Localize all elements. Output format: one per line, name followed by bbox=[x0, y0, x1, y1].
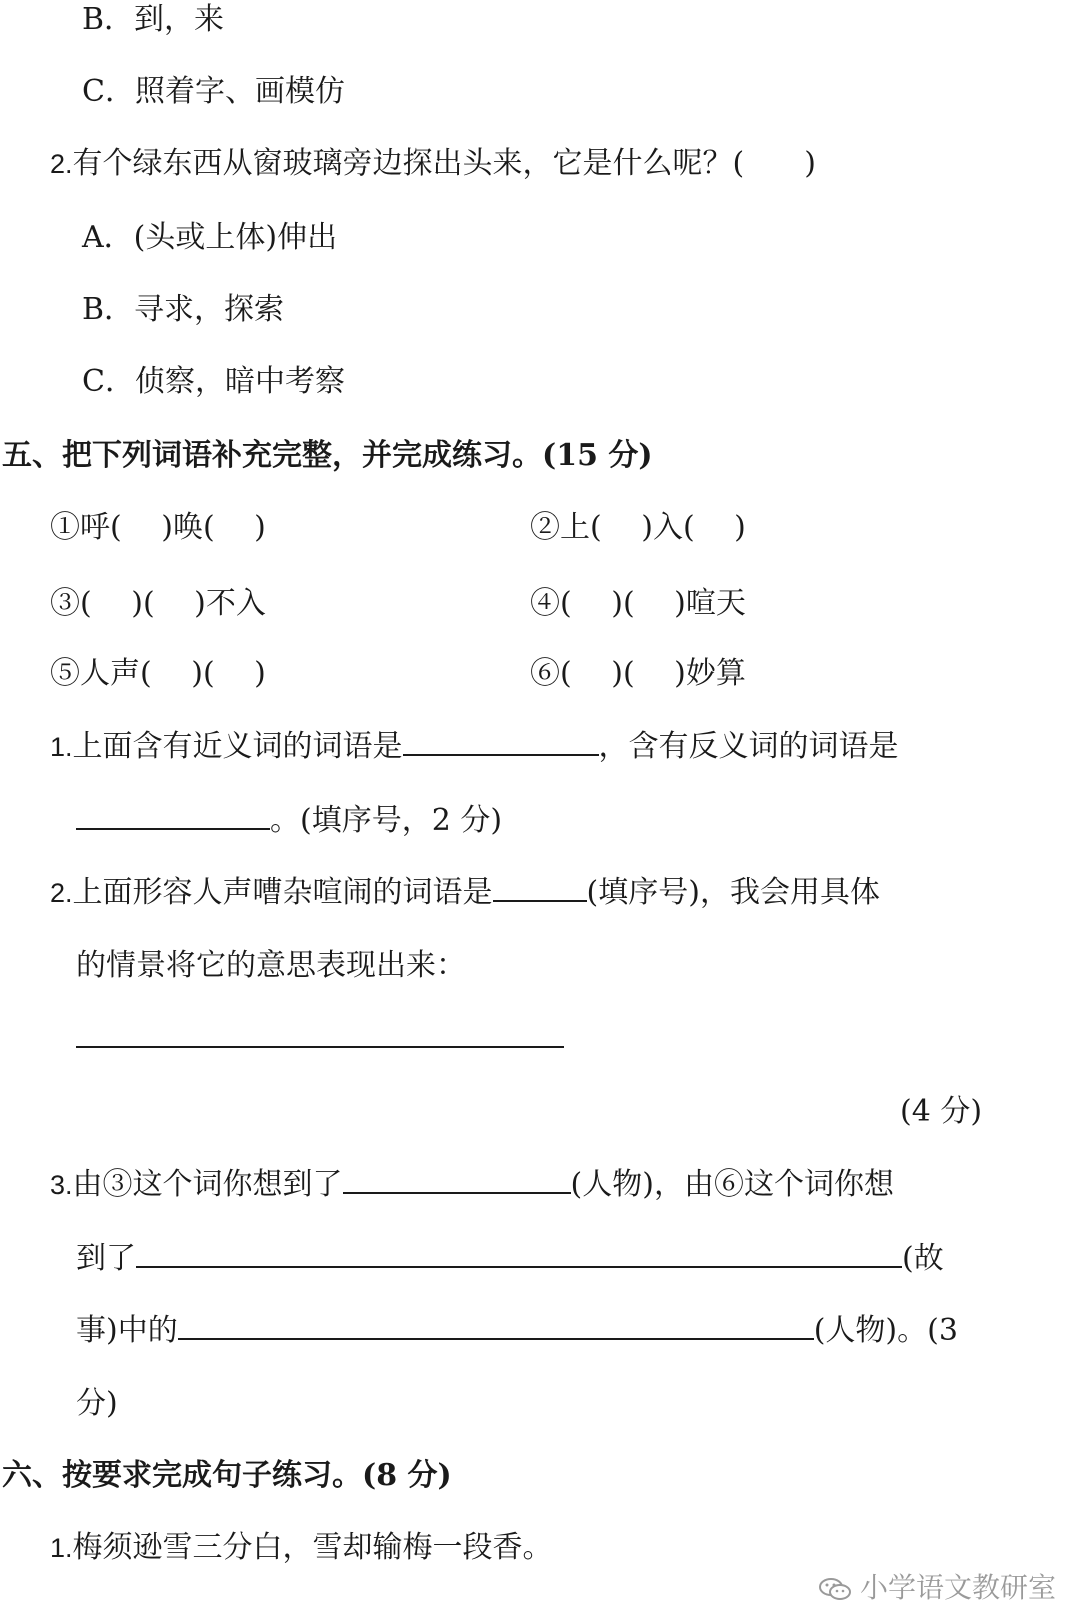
sub-question-2-cont: 的情景将它的意思表现出来： bbox=[76, 948, 466, 983]
wechat-icon bbox=[818, 1577, 852, 1601]
word-item-1: ①呼( )唤( ) bbox=[50, 510, 266, 545]
sub-question-3-cont3: 分) bbox=[76, 1386, 118, 1421]
watermark-text: 小学语文教研室 bbox=[859, 1571, 1056, 1604]
word-item-4: ④( )( )喧天 bbox=[530, 586, 746, 621]
sub-question-1: 1.梅须逊雪三分白，雪却输梅一段香。 bbox=[50, 1530, 553, 1565]
watermark bbox=[818, 1566, 1056, 1606]
sub-question-1: 1.上面含有近义词的词语是 ，含有反义词的词语是 bbox=[50, 726, 899, 767]
answer-blank[interactable] bbox=[343, 1164, 571, 1194]
answer-blank[interactable] bbox=[403, 726, 599, 756]
section-6-title: 六、按要求完成句子练习。(8 分) bbox=[2, 1458, 452, 1493]
option-c: C．照着字、画模仿 bbox=[82, 74, 345, 109]
question-2 bbox=[50, 144, 816, 184]
question-number: 2. bbox=[50, 878, 73, 908]
sub-question-1-cont: 。(填序号，2 分) bbox=[76, 800, 502, 841]
word-item-3: ③( )( )不入 bbox=[50, 586, 266, 621]
sub-question-3-cont: 到了 (故 bbox=[76, 1238, 944, 1279]
sub-question-3-cont2: 事)中的 (人物)。(3 bbox=[76, 1310, 958, 1351]
question-number: 1. bbox=[50, 1533, 73, 1563]
word-item-6: ⑥( )( )妙算 bbox=[530, 656, 746, 691]
answer-blank[interactable] bbox=[493, 872, 587, 902]
answer-blank[interactable] bbox=[136, 1238, 902, 1268]
option-b: B．到，来 bbox=[82, 2, 225, 37]
answer-line[interactable] bbox=[76, 1018, 564, 1059]
question-number: 3. bbox=[50, 1170, 73, 1200]
answer-blank[interactable] bbox=[178, 1310, 814, 1340]
option-b: B．寻求，探索 bbox=[82, 292, 285, 327]
sub-question-3: 3.由③这个词你想到了 (人物)，由⑥这个词你想 bbox=[50, 1164, 894, 1205]
sub-question-2: 2.上面形容人声嘈杂喧闹的词语是 (填序号)，我会用具体 bbox=[50, 872, 880, 913]
answer-blank[interactable] bbox=[76, 800, 270, 830]
word-item-5: ⑤人声( )( ) bbox=[50, 656, 266, 691]
option-c: C．侦察，暗中考察 bbox=[82, 364, 345, 399]
word-item-2: ②上( )入( ) bbox=[530, 510, 746, 545]
question-number: 1. bbox=[50, 732, 73, 762]
option-a: A．(头或上体)伸出 bbox=[82, 220, 338, 255]
question-number: 2. bbox=[50, 149, 73, 179]
section-5-title: 五、把下列词语补充完整，并完成练习。(15 分) bbox=[2, 438, 653, 473]
score-label: (4 分) bbox=[900, 1094, 983, 1129]
question-text: 有个绿东西从窗玻璃旁边探出头来，它是什么呢？( ) bbox=[72, 146, 816, 181]
